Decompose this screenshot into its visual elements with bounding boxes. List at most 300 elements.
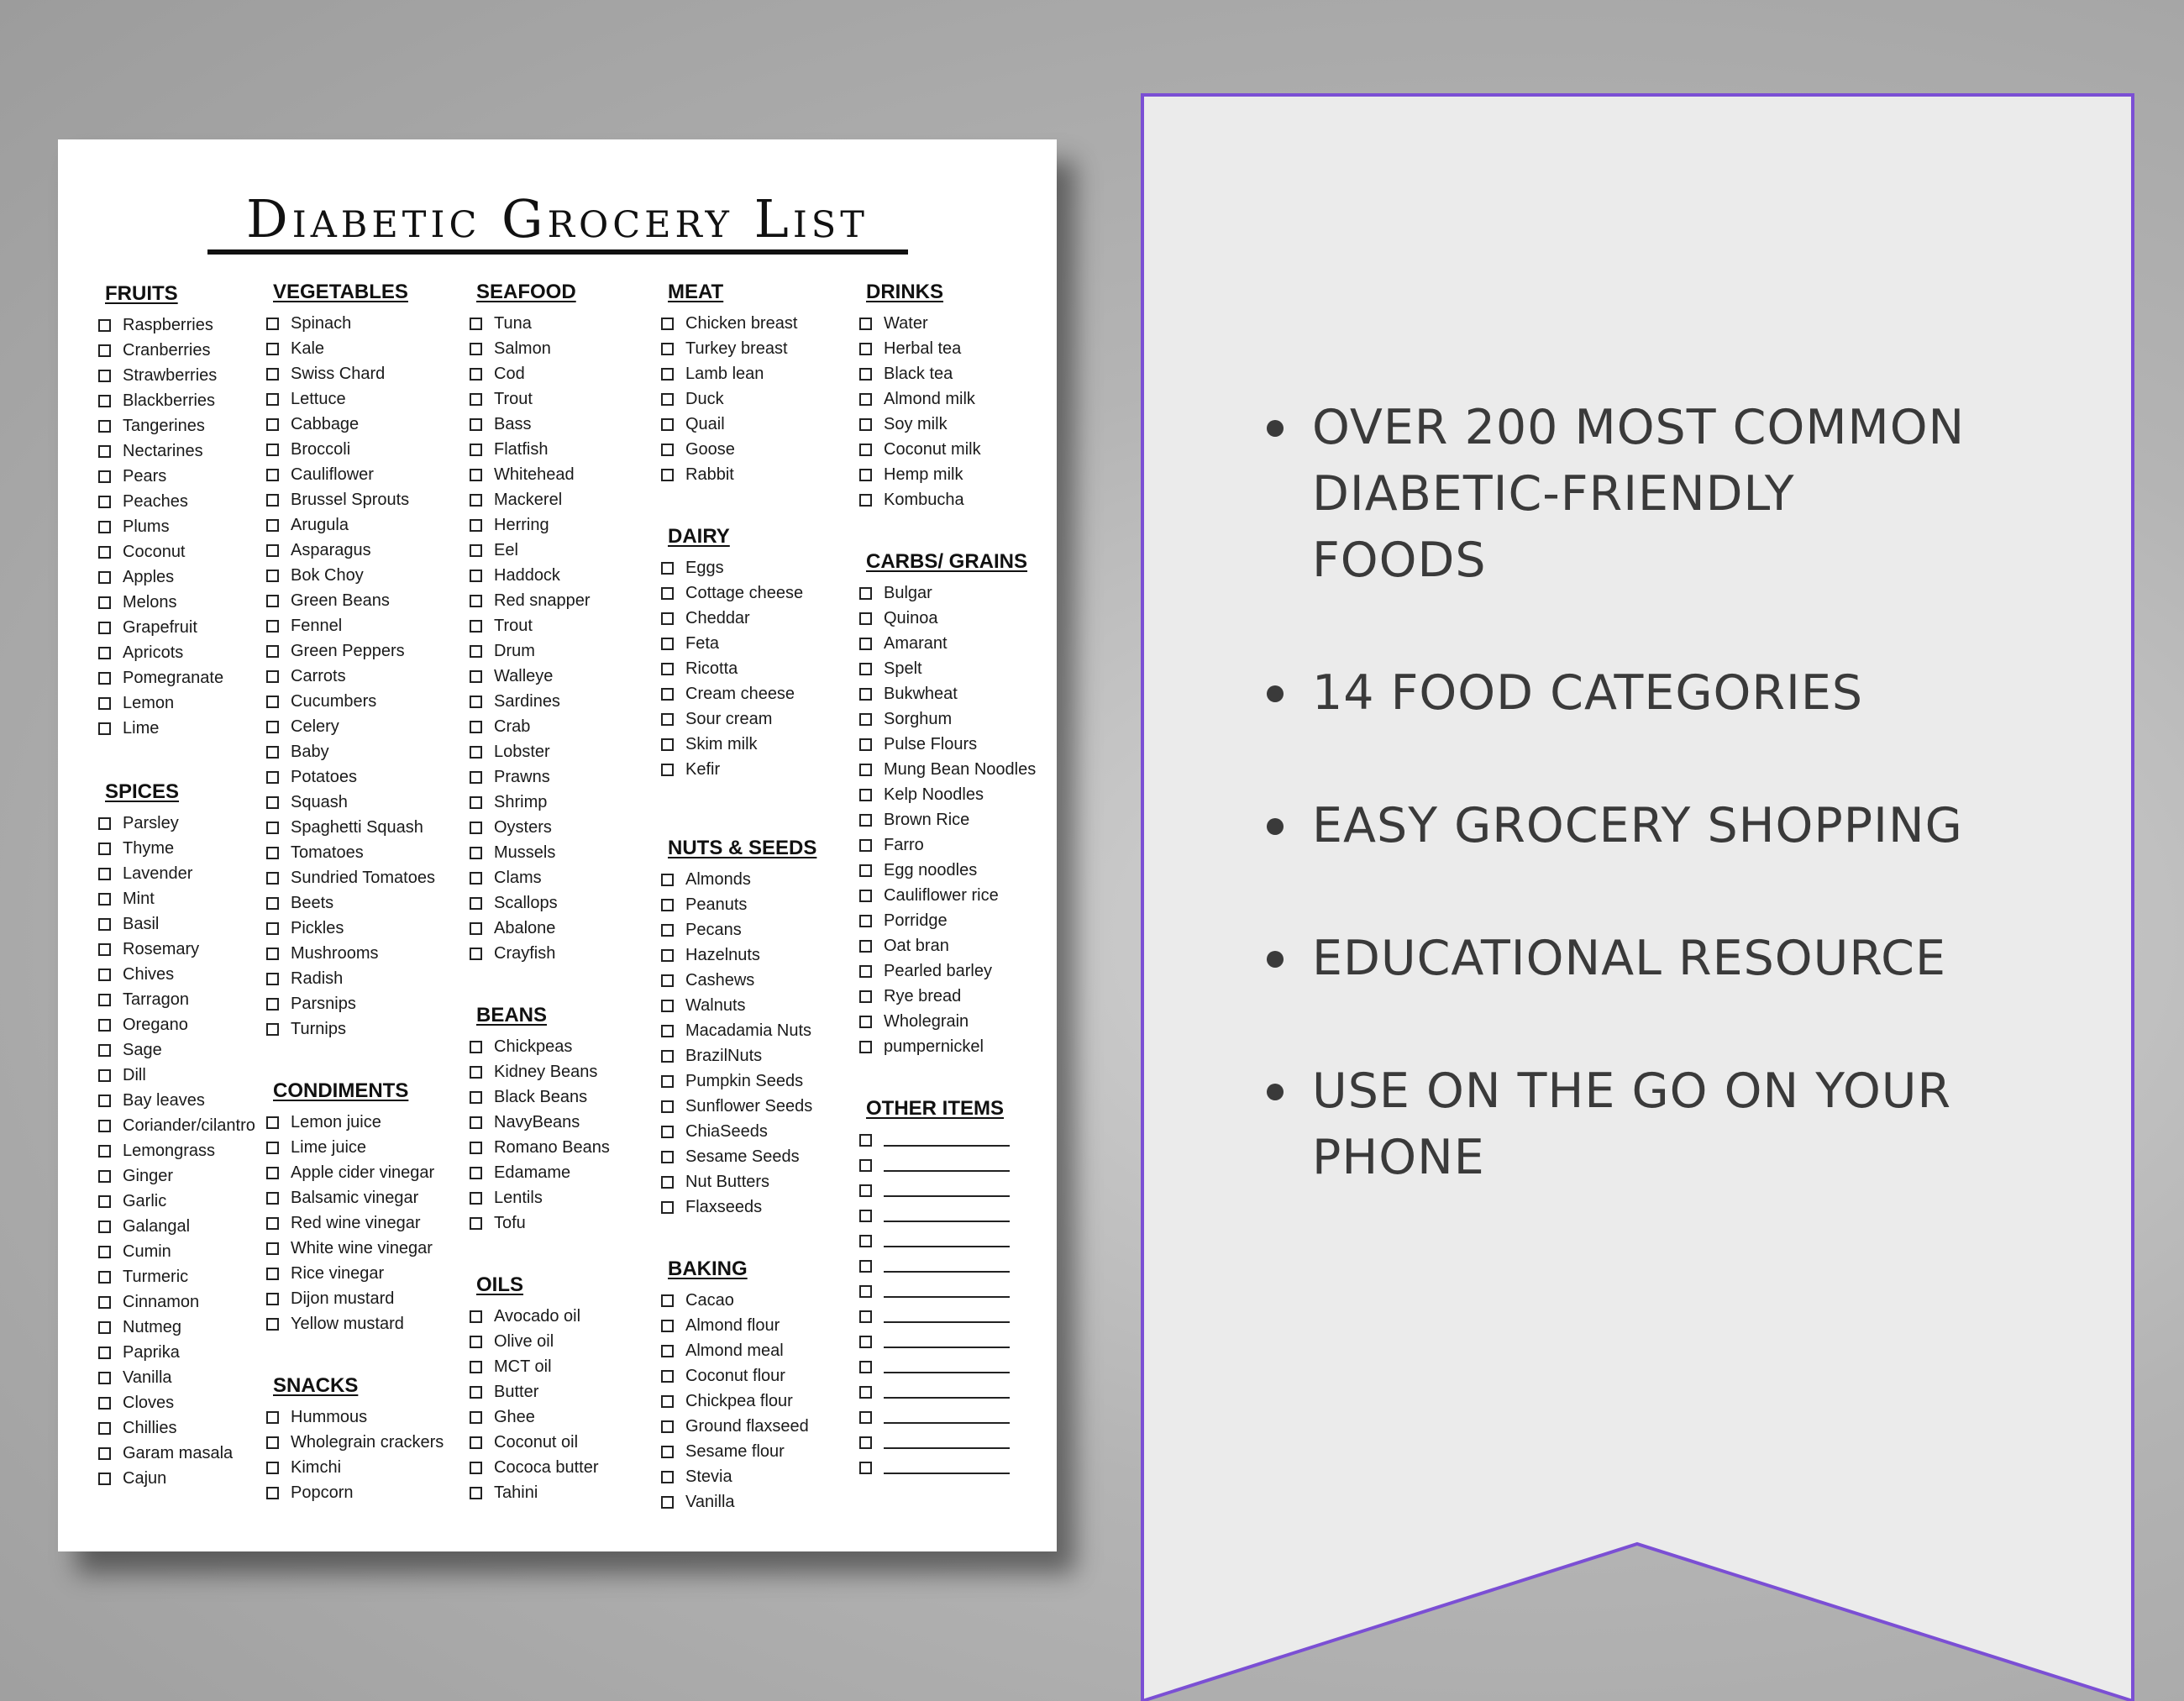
column-2 [266,279,444,1505]
item-label: Basil [123,914,160,933]
checkbox[interactable] [266,318,279,330]
checkbox[interactable] [266,796,279,809]
checkbox[interactable] [266,1192,279,1205]
checkbox[interactable] [661,1420,674,1433]
category-heading: SEAFOOD [476,281,576,303]
checkbox[interactable] [266,897,279,910]
item-label: Scallops [494,893,558,912]
checkbox[interactable] [661,1345,674,1357]
checkbox[interactable] [859,1235,872,1247]
checkbox[interactable] [859,965,872,978]
checkbox[interactable] [266,494,279,507]
list-item [98,962,255,987]
checkbox[interactable] [470,796,482,809]
write-in-line[interactable] [884,1321,1010,1323]
item-label: Almond milk [884,389,975,408]
checkbox[interactable] [470,746,482,759]
checkbox[interactable] [859,915,872,927]
item-label: Sour cream [685,709,773,728]
checkbox[interactable] [470,318,482,330]
item-label: Hummous [291,1407,368,1426]
checkbox[interactable] [661,1496,674,1509]
blank-list-item [859,1379,1036,1404]
checkbox[interactable] [98,470,111,483]
checkbox[interactable] [266,595,279,607]
checkbox[interactable] [98,420,111,433]
checkbox[interactable] [470,595,482,607]
checkbox[interactable] [266,1167,279,1179]
item-label: Peanuts [685,895,748,914]
checkbox[interactable] [470,544,482,557]
checkbox[interactable] [661,444,674,456]
item-label: Celery [291,717,339,736]
checkbox[interactable] [859,1310,872,1323]
checkbox[interactable] [661,663,674,675]
list-item [661,462,816,487]
checkbox[interactable] [661,1201,674,1214]
checkbox[interactable] [470,418,482,431]
checkbox[interactable] [470,1167,482,1179]
checkbox[interactable] [859,469,872,481]
checkbox[interactable] [859,1159,872,1172]
item-label: Lettuce [291,389,346,408]
checkbox[interactable] [98,1195,111,1208]
checkbox[interactable] [266,922,279,935]
item-label: Nut Butters [685,1172,770,1191]
checkbox[interactable] [859,713,872,726]
checkbox[interactable] [266,696,279,708]
checkbox[interactable] [266,1436,279,1449]
item-label: Tofu [494,1213,526,1232]
item-label: Prawns [494,767,550,786]
checkbox[interactable] [470,948,482,960]
checkbox[interactable] [470,872,482,885]
checkbox[interactable] [98,918,111,931]
checkbox[interactable] [266,670,279,683]
item-label: Mackerel [494,490,563,509]
checkbox[interactable] [98,395,111,407]
checkbox[interactable] [266,1142,279,1154]
checkbox[interactable] [661,318,674,330]
item-label: Abalone [494,918,556,937]
checkbox[interactable] [266,570,279,582]
checkbox[interactable] [470,519,482,532]
checkbox[interactable] [98,370,111,382]
checkbox[interactable] [266,645,279,658]
checkbox[interactable] [859,1016,872,1028]
list-item [470,790,610,815]
write-in-line[interactable] [884,1397,1010,1399]
checkbox[interactable] [98,496,111,508]
write-in-line[interactable] [884,1296,1010,1298]
write-in-line[interactable] [884,1221,1010,1222]
checkbox[interactable] [470,1411,482,1424]
write-in-line[interactable] [884,1473,1010,1474]
list-item [859,908,1036,933]
checkbox[interactable] [859,1041,872,1053]
checkbox[interactable] [859,688,872,701]
checkbox[interactable] [661,1294,674,1307]
checkbox[interactable] [470,1386,482,1399]
checkbox[interactable] [470,494,482,507]
checkbox[interactable] [98,1347,111,1359]
checkbox[interactable] [266,620,279,633]
list-item [98,987,255,1012]
checkbox[interactable] [470,771,482,784]
checkbox[interactable] [98,596,111,609]
write-in-line[interactable] [884,1372,1010,1373]
checkbox[interactable] [470,1142,482,1154]
checkbox[interactable] [661,738,674,751]
checkbox[interactable] [470,1066,482,1079]
list-item [470,437,610,462]
checkbox[interactable] [661,1100,674,1113]
list-item [266,563,444,588]
checkbox[interactable] [470,570,482,582]
checkbox[interactable] [266,343,279,355]
write-in-line[interactable] [884,1422,1010,1424]
list-item [661,1363,816,1389]
list-item [859,883,1036,908]
checkbox[interactable] [661,343,674,355]
checkbox[interactable] [470,1361,482,1373]
item-label: Almond meal [685,1341,784,1360]
checkbox[interactable] [859,1134,872,1147]
checkbox[interactable] [859,1285,872,1298]
checkbox[interactable] [661,1395,674,1408]
checkbox[interactable] [470,1487,482,1499]
checkbox[interactable] [859,1411,872,1424]
checkbox[interactable] [661,587,674,600]
checkbox[interactable] [661,924,674,937]
checkbox[interactable] [266,1242,279,1255]
checkbox[interactable] [859,839,872,852]
list-item [661,867,816,892]
checkbox[interactable] [266,998,279,1011]
checkbox[interactable] [859,814,872,827]
checkbox[interactable] [470,444,482,456]
checkbox[interactable] [266,822,279,834]
list-item [661,656,816,681]
checkbox[interactable] [266,368,279,381]
list-item [661,631,816,656]
checkbox[interactable] [98,1069,111,1082]
checkbox[interactable] [98,969,111,981]
checkbox[interactable] [859,990,872,1003]
checkbox[interactable] [470,393,482,406]
checkbox[interactable] [266,1318,279,1331]
item-label: Drum [494,641,535,660]
checkbox[interactable] [98,1145,111,1158]
checkbox[interactable] [470,1041,482,1053]
checkbox[interactable] [859,890,872,902]
item-label: Ghee [494,1407,535,1426]
checkbox[interactable] [470,721,482,733]
checkbox[interactable] [470,1116,482,1129]
checkbox[interactable] [266,418,279,431]
checkbox[interactable] [661,1471,674,1483]
checkbox[interactable] [859,343,872,355]
list-item [470,739,610,764]
list-item [266,1210,444,1236]
checkbox[interactable] [470,1436,482,1449]
checkbox[interactable] [859,738,872,751]
list-item [859,487,1036,512]
checkbox[interactable] [661,1126,674,1138]
checkbox[interactable] [266,948,279,960]
checkbox[interactable] [266,393,279,406]
checkbox[interactable] [661,713,674,726]
item-label: Coconut oil [494,1432,579,1452]
item-label: Grapefruit [123,617,197,637]
checkbox[interactable] [661,874,674,886]
checkbox[interactable] [98,1422,111,1435]
list-item [661,361,816,386]
checkbox[interactable] [98,546,111,559]
list-item [859,958,1036,984]
write-in-line[interactable] [884,1271,1010,1273]
checkbox[interactable] [470,1462,482,1474]
checkbox[interactable] [661,418,674,431]
checkbox[interactable] [661,1370,674,1383]
list-item [661,606,816,631]
checkbox[interactable] [661,562,674,575]
checkbox[interactable] [661,899,674,911]
checkbox[interactable] [98,1170,111,1183]
checkbox[interactable] [859,418,872,431]
checkbox[interactable] [859,789,872,801]
checkbox[interactable] [859,393,872,406]
checkbox[interactable] [470,1192,482,1205]
checkbox[interactable] [661,1000,674,1012]
checkbox[interactable] [661,1050,674,1063]
checkbox[interactable] [661,1176,674,1189]
list-item [98,1163,255,1189]
checkbox[interactable] [470,469,482,481]
checkbox[interactable] [98,344,111,357]
checkbox[interactable] [470,1217,482,1230]
checkbox[interactable] [661,974,674,987]
list-item [661,580,816,606]
item-label: Cashews [685,970,755,990]
checkbox[interactable] [661,469,674,481]
item-label: Edamame [494,1163,571,1182]
checkbox[interactable] [859,587,872,600]
checkbox[interactable] [98,571,111,584]
item-label: Lemon [123,693,175,712]
checkbox[interactable] [266,519,279,532]
checkbox[interactable] [98,1044,111,1057]
checkbox[interactable] [470,645,482,658]
checkbox[interactable] [470,368,482,381]
item-label: Spelt [884,659,922,678]
checkbox[interactable] [266,872,279,885]
checkbox[interactable] [98,697,111,710]
checkbox[interactable] [859,494,872,507]
list-item [661,1068,816,1094]
checkbox[interactable] [98,1296,111,1309]
checkbox[interactable] [98,1019,111,1032]
checkbox[interactable] [859,864,872,877]
checkbox[interactable] [266,1462,279,1474]
checkbox[interactable] [98,319,111,332]
checkbox[interactable] [266,1217,279,1230]
checkbox[interactable] [266,746,279,759]
checkbox[interactable] [98,994,111,1006]
item-label: Avocado oil [494,1306,581,1326]
checkbox[interactable] [98,843,111,855]
checkbox[interactable] [98,622,111,634]
checkbox[interactable] [661,393,674,406]
checkbox[interactable] [470,620,482,633]
checkbox[interactable] [470,696,482,708]
item-label: Wholegrain [884,1011,969,1031]
write-in-line[interactable] [884,1347,1010,1348]
item-label: Wholegrain crackers [291,1432,444,1452]
checkbox[interactable] [661,949,674,962]
checkbox[interactable] [470,1310,482,1323]
checkbox[interactable] [859,1462,872,1474]
checkbox[interactable] [859,444,872,456]
checkbox[interactable] [661,612,674,625]
checkbox[interactable] [859,612,872,625]
checkbox[interactable] [266,444,279,456]
checkbox[interactable] [470,1091,482,1104]
checkbox[interactable] [859,1210,872,1222]
checkbox[interactable] [266,847,279,859]
checkbox[interactable] [661,1446,674,1458]
list-item [661,555,816,580]
checkbox[interactable] [266,973,279,985]
checkbox[interactable] [98,445,111,458]
item-label: Rabbit [685,465,734,484]
checkbox[interactable] [266,469,279,481]
checkbox[interactable] [470,897,482,910]
checkbox[interactable] [859,1184,872,1197]
write-in-line[interactable] [884,1195,1010,1197]
checkbox[interactable] [98,647,111,659]
list-item [266,361,444,386]
checkbox[interactable] [859,1386,872,1399]
item-label: Ricotta [685,659,738,678]
checkbox[interactable] [98,1372,111,1384]
write-in-line[interactable] [884,1246,1010,1247]
write-in-line[interactable] [884,1447,1010,1449]
checkbox[interactable] [859,940,872,953]
checkbox[interactable] [98,943,111,956]
checkbox[interactable] [98,1397,111,1410]
blank-list-item [859,1430,1036,1455]
item-label: Parsley [123,813,179,832]
category-heading: NUTS & SEEDS [668,837,817,859]
checkbox[interactable] [859,368,872,381]
checkbox[interactable] [98,1246,111,1258]
item-label: Green Peppers [291,641,405,660]
checkbox[interactable] [661,1075,674,1088]
checkbox[interactable] [470,343,482,355]
checkbox[interactable] [661,1025,674,1037]
checkbox[interactable] [470,922,482,935]
write-in-line[interactable] [884,1170,1010,1172]
category-section [661,1256,816,1515]
list-item [98,590,255,615]
checkbox[interactable] [470,1336,482,1348]
checkbox[interactable] [98,672,111,685]
checkbox[interactable] [859,663,872,675]
checkbox[interactable] [98,1120,111,1132]
checkbox[interactable] [859,1336,872,1348]
checkbox[interactable] [98,893,111,906]
checkbox[interactable] [661,1320,674,1332]
checkbox[interactable] [470,847,482,859]
checkbox[interactable] [98,722,111,735]
list-item [470,664,610,689]
checkbox[interactable] [266,771,279,784]
list-item [859,1009,1036,1034]
checkbox[interactable] [266,721,279,733]
checkbox[interactable] [859,318,872,330]
list-item [266,1160,444,1185]
checkbox[interactable] [661,688,674,701]
checkbox[interactable] [859,1260,872,1273]
checkbox[interactable] [859,638,872,650]
item-label: Crab [494,717,531,736]
checkbox[interactable] [98,1473,111,1485]
category-section [98,281,255,741]
list-item [859,984,1036,1009]
checkbox[interactable] [98,1447,111,1460]
list-item [98,363,255,388]
list-item [661,1464,816,1489]
checkbox[interactable] [266,1023,279,1036]
blank-list-item [859,1455,1036,1480]
checkbox[interactable] [98,1271,111,1284]
checkbox[interactable] [859,1436,872,1449]
checkbox[interactable] [266,1116,279,1129]
checkbox[interactable] [98,1321,111,1334]
item-label: Walleye [494,666,554,685]
list-item [470,764,610,790]
item-label: Hazelnuts [685,945,760,964]
item-label: Quail [685,414,725,433]
checkbox[interactable] [266,544,279,557]
checkbox[interactable] [470,670,482,683]
blank-list-item [859,1228,1036,1253]
write-in-line[interactable] [884,1145,1010,1147]
checkbox[interactable] [661,764,674,776]
checkbox[interactable] [859,764,872,776]
checkbox[interactable] [859,1361,872,1373]
checkbox[interactable] [98,1221,111,1233]
checkbox[interactable] [266,1293,279,1305]
checkbox[interactable] [266,1268,279,1280]
checkbox[interactable] [661,368,674,381]
bullet-dot-icon [1267,685,1284,702]
item-label: Cumin [123,1242,171,1261]
checkbox[interactable] [661,1151,674,1163]
checkbox[interactable] [98,817,111,830]
checkbox[interactable] [661,638,674,650]
checkbox[interactable] [98,1095,111,1107]
checkbox[interactable] [266,1487,279,1499]
list-item [859,656,1036,681]
item-label: Cauliflower [291,465,374,484]
checkbox[interactable] [98,868,111,880]
list-item [98,665,255,690]
checkbox[interactable] [98,521,111,533]
checkbox[interactable] [266,1411,279,1424]
checkbox[interactable] [470,822,482,834]
